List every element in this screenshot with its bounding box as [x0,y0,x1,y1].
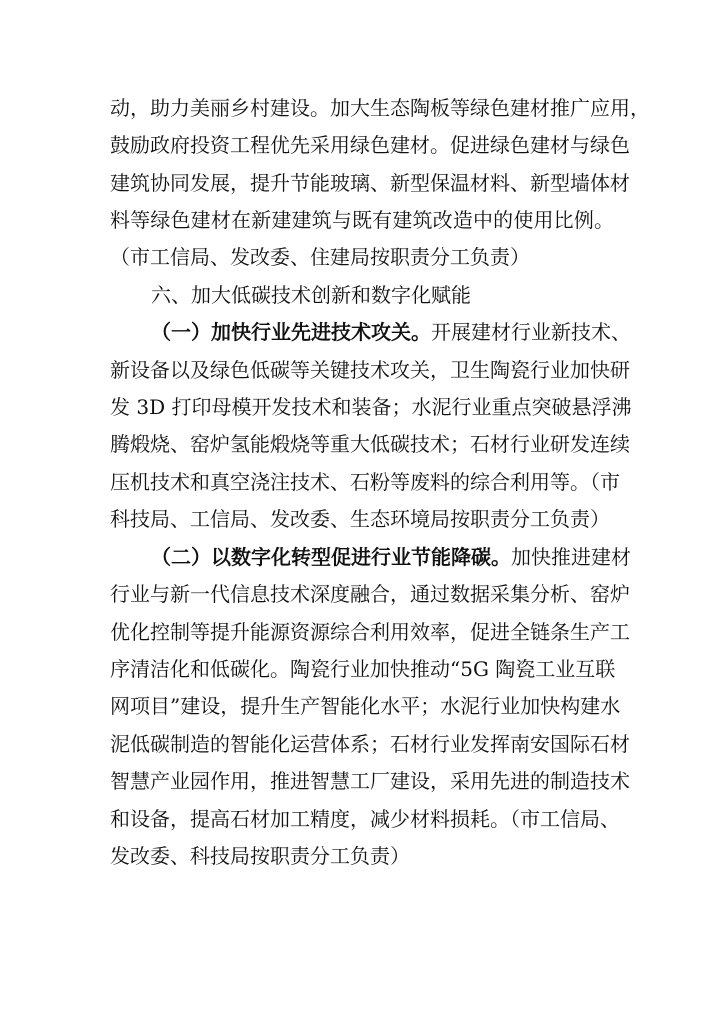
paragraph-line: 泥低碳制造的智能化运营体系；石材行业发挥南安国际石材 [110,732,630,756]
section-heading: 六、加大低碳技术创新和数字化赋能 [151,283,471,307]
paragraph-line: 腾煅烧、窑炉氢能煅烧等重大低碳技术；石材行业研发连续 [110,432,630,456]
paragraph-line: （市工信局、发改委、住建局按职责分工负责） [110,245,530,269]
paragraph-line: 建筑协同发展，提升节能玻璃、新型保温材料、新型墙体材 [110,171,630,195]
paragraph-line: 鼓励政府投资工程优先采用绿色建材。促进绿色建材与绿色 [110,133,630,157]
paragraph-line: 网项目”建设，提升生产智能化水平；水泥行业加快构建水 [110,694,621,718]
paragraph-line: 料等绿色建材在新建建筑与既有建筑改造中的使用比例。 [110,208,614,232]
subsection-text: 开展建材行业新技术、 [431,320,631,344]
paragraph-line: 压机技术和真空浇注技术、石粉等废料的综合利用等。（市 [110,470,620,494]
paragraph-line: 智慧产业园作用，推进智慧工厂建设，采用先进的制造技术 [110,769,630,793]
paragraph-line: 优化控制等提升能源资源综合利用效率，促进全链条生产工 [110,620,630,644]
subsection-text: 加快推进建材 [511,545,631,569]
subsection-title: （二）以数字化转型促进行业节能降碳。 [151,545,511,569]
paragraph-line: 发 3D 打印母模开发技术和装备；水泥行业重点突破悬浮沸 [110,395,632,419]
paragraph-line: 发改委、科技局按职责分工负责） [110,844,410,868]
paragraph-line: 科技局、工信局、发改委、生态环境局按职责分工负责） [110,507,610,531]
subsection-line [151,319,631,345]
paragraph-line: 动，助力美丽乡村建设。加大生态陶板等绿色建材推广应用， [110,96,650,120]
paragraph-line: 新设备以及绿色低碳等关键技术攻关，卫生陶瓷行业加快研 [110,358,630,382]
subsection-line [151,544,631,570]
paragraph-line: 和设备，提高石材加工精度，减少材料损耗。（市工信局、 [110,807,620,831]
subsection-title: （一）加快行业先进技术攻关。 [151,320,431,344]
paragraph-line: 序清洁化和低碳化。陶瓷行业加快推动“5G 陶瓷工业互联 [110,657,616,681]
paragraph-line: 行业与新一代信息技术深度融合，通过数据采集分析、窑炉 [110,582,630,606]
